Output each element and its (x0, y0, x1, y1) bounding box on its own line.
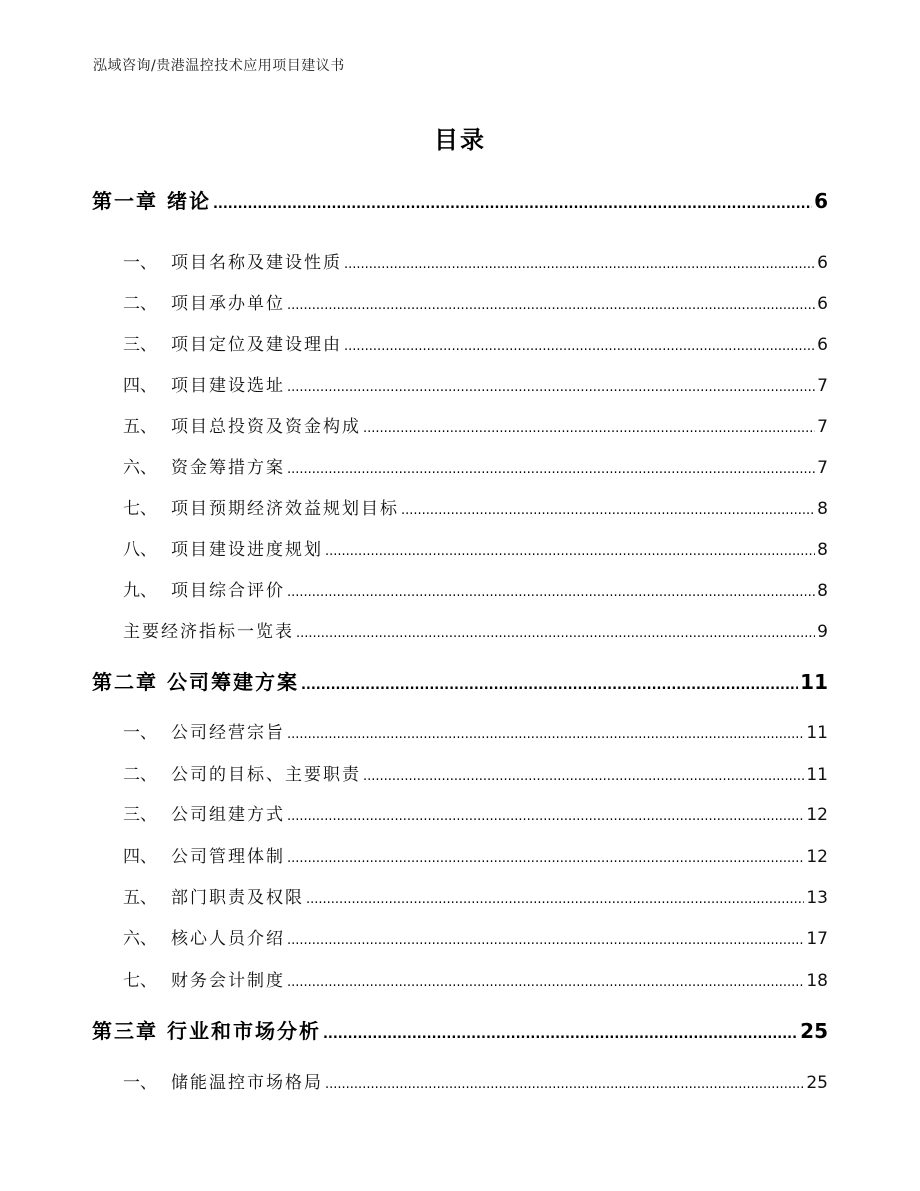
toc-entry-number: 一、 (123, 723, 157, 743)
toc-dot-leader (287, 585, 815, 600)
toc-entry-page-number: 8 (817, 581, 828, 601)
toc-chapter-entry[interactable] (92, 666, 828, 695)
toc-dot-leader (325, 1077, 804, 1092)
toc-dot-leader (344, 257, 815, 272)
toc-entry-label: 公司的目标、主要职责 (171, 765, 361, 785)
toc-entry-page-number: 7 (817, 458, 828, 478)
running-header: 泓域咨询/贵港温控技术应用项目建议书 (93, 58, 345, 74)
toc-entry-number: 八、 (123, 540, 157, 560)
toc-section-entry[interactable] (123, 1068, 828, 1093)
toc-dot-leader (296, 626, 815, 641)
toc-dot-leader (287, 975, 804, 990)
toc-entry-page-number: 12 (806, 847, 828, 867)
toc-entry-page-number: 11 (806, 723, 828, 743)
toc-entry-label: 项目承办单位 (171, 294, 285, 314)
toc-dot-leader (287, 727, 804, 742)
toc-entry-label: 公司经营宗旨 (171, 723, 285, 743)
toc-entry-label: 项目定位及建设理由 (171, 335, 342, 355)
toc-section-entry[interactable] (123, 453, 828, 478)
toc-entry-number: 三、 (123, 335, 157, 355)
toc-dot-leader (363, 421, 815, 436)
toc-entry-number: 三、 (123, 805, 157, 825)
toc-entry-label: 项目预期经济效益规划目标 (171, 499, 399, 519)
toc-entry-label: 核心人员介绍 (171, 929, 285, 949)
toc-entry-number: 四、 (123, 847, 157, 867)
toc-section-entry[interactable] (123, 412, 828, 437)
toc-entry-page-number: 11 (806, 765, 828, 785)
toc-dot-leader (401, 503, 815, 518)
toc-dot-leader (323, 1027, 798, 1042)
toc-dot-leader (325, 544, 815, 559)
toc-entry-page-number: 17 (806, 929, 828, 949)
toc-section-entry[interactable] (123, 800, 828, 825)
toc-section-entry[interactable] (123, 289, 828, 314)
toc-dot-leader (306, 892, 804, 907)
toc-dot-leader (301, 678, 798, 693)
toc-entry-number: 五、 (123, 417, 157, 437)
toc-entry-page-number: 6 (817, 253, 828, 273)
toc-entry-label: 第三章 行业和市场分析 (92, 1019, 321, 1043)
toc-entry-label: 公司组建方式 (171, 805, 285, 825)
toc-entry-number: 九、 (123, 581, 157, 601)
toc-entry-label: 项目总投资及资金构成 (171, 417, 361, 437)
toc-entry-number: 五、 (123, 888, 157, 908)
toc-entry-label: 部门职责及权限 (171, 888, 304, 908)
toc-dot-leader (363, 769, 804, 784)
toc-entry-label: 储能温控市场格局 (171, 1073, 323, 1093)
toc-section-entry[interactable] (123, 371, 828, 396)
toc-entry-label: 项目建设进度规划 (171, 540, 323, 560)
toc-entry-page-number: 11 (800, 670, 828, 694)
toc-dot-leader (287, 933, 804, 948)
toc-dot-leader (287, 462, 815, 477)
toc-entry-label: 项目名称及建设性质 (171, 253, 342, 273)
toc-entry-number: 七、 (123, 499, 157, 519)
toc-entry-page-number: 25 (800, 1019, 828, 1043)
toc-dot-leader (287, 298, 815, 313)
toc-section-entry[interactable] (123, 617, 828, 642)
toc-entry-page-number: 18 (806, 971, 828, 991)
toc-entry-page-number: 6 (814, 189, 828, 213)
toc-section-entry[interactable] (123, 535, 828, 560)
toc-entry-label: 项目建设选址 (171, 376, 285, 396)
toc-entry-label: 财务会计制度 (171, 971, 285, 991)
toc-dot-leader (287, 851, 804, 866)
toc-entry-page-number: 7 (817, 376, 828, 396)
toc-entry-label: 第二章 公司筹建方案 (92, 670, 299, 694)
toc-section-entry[interactable] (123, 924, 828, 949)
toc-dot-leader (287, 380, 815, 395)
page-title: 目录 (434, 126, 486, 154)
toc-entry-label: 项目综合评价 (171, 581, 285, 601)
toc-section-entry[interactable] (123, 576, 828, 601)
toc-dot-leader (344, 339, 815, 354)
toc-entry-number: 二、 (123, 294, 157, 314)
toc-entry-page-number: 12 (806, 805, 828, 825)
toc-entry-number: 七、 (123, 971, 157, 991)
toc-dot-leader (287, 809, 804, 824)
toc-entry-page-number: 6 (817, 335, 828, 355)
toc-dot-leader (213, 197, 812, 212)
toc-entry-number: 一、 (123, 1073, 157, 1093)
toc-entry-page-number: 25 (806, 1073, 828, 1093)
toc-entry-page-number: 6 (817, 294, 828, 314)
toc-entry-page-number: 8 (817, 540, 828, 560)
toc-entry-number: 六、 (123, 458, 157, 478)
toc-entry-page-number: 7 (817, 417, 828, 437)
toc-section-entry[interactable] (123, 494, 828, 519)
toc-entry-page-number: 8 (817, 499, 828, 519)
toc-entry-number: 一、 (123, 253, 157, 273)
toc-chapter-entry[interactable] (92, 1015, 828, 1044)
toc-entry-page-number: 13 (806, 888, 828, 908)
toc-entry-number: 二、 (123, 765, 157, 785)
toc-entry-number: 六、 (123, 929, 157, 949)
toc-entry-label: 公司管理体制 (171, 847, 285, 867)
toc-section-entry[interactable] (123, 883, 828, 908)
toc-entry-label: 主要经济指标一览表 (123, 622, 294, 642)
toc-entry-label: 第一章 绪论 (92, 189, 211, 213)
toc-chapter-entry[interactable] (92, 185, 828, 214)
toc-entry-number: 四、 (123, 376, 157, 396)
toc-section-entry[interactable] (123, 718, 828, 743)
toc-entry-page-number: 9 (817, 622, 828, 642)
toc-section-entry[interactable] (123, 330, 828, 355)
toc-section-entry[interactable] (123, 842, 828, 867)
toc-section-entry[interactable] (123, 248, 828, 273)
toc-section-entry[interactable] (123, 966, 828, 991)
toc-entry-label: 资金筹措方案 (171, 458, 285, 478)
toc-section-entry[interactable] (123, 760, 828, 785)
